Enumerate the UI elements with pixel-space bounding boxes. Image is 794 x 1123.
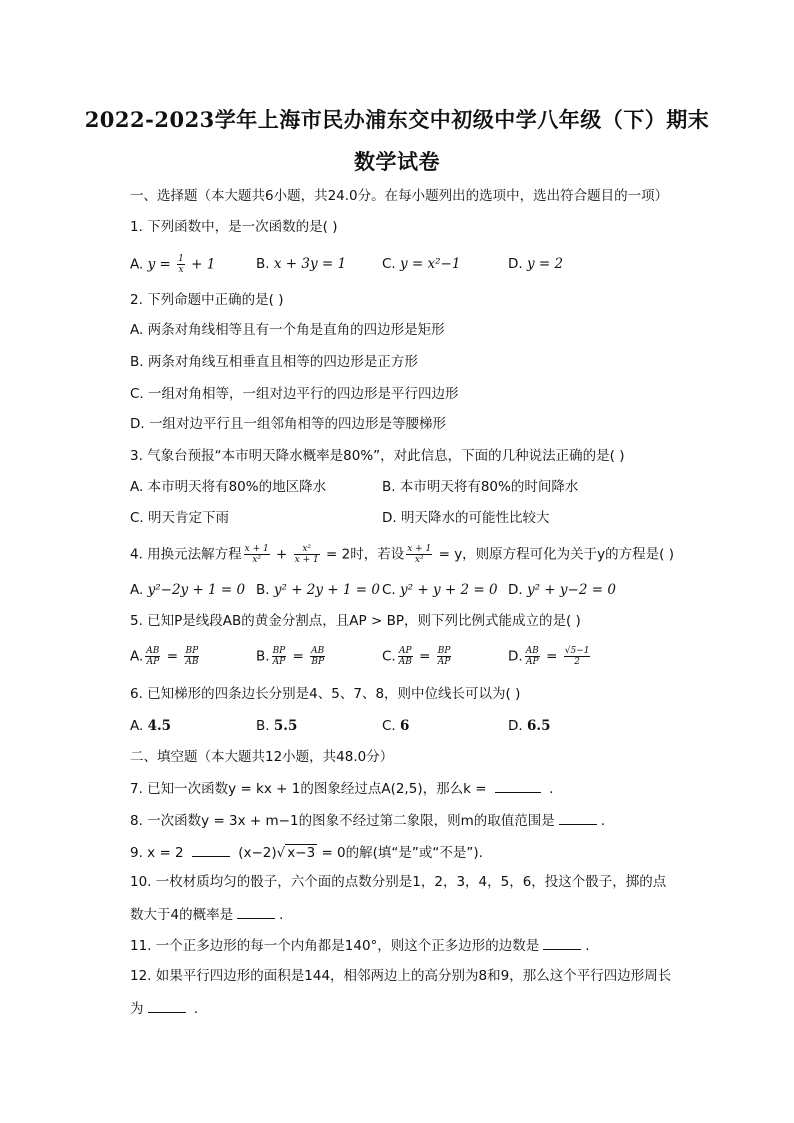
option-letter: D.	[508, 718, 523, 734]
option-letter: A.	[130, 256, 144, 273]
numerator: BP	[185, 646, 199, 656]
q4-fraction-1	[244, 544, 270, 565]
q10-end: .	[279, 907, 284, 923]
q5-option-a	[130, 646, 201, 667]
q3-option-d: D. 明天降水的可能性比较大	[382, 510, 550, 526]
q11-text: 11. 一个正多边形的每一个内角都是140°，则这个正多边形的边数是	[130, 938, 540, 954]
numerator: √5−1	[564, 646, 590, 656]
option-letter: C.	[382, 582, 396, 598]
fraction	[525, 646, 540, 667]
fraction	[437, 646, 452, 667]
question-12-line1: 12. 如果平行四边形的面积是144，相邻两边上的高分别为8和9，那么这个平行四边形周长	[130, 968, 672, 984]
q6-option-a	[130, 716, 171, 736]
denominator: AP	[525, 657, 539, 667]
q12-text: 为	[130, 1001, 144, 1017]
q1-option-a	[130, 254, 215, 275]
plus-sign: +	[271, 546, 292, 563]
numerator: 1	[178, 254, 184, 264]
q4-fraction-3	[406, 544, 432, 565]
q6-c-value: 6	[400, 718, 410, 734]
question-10-line2	[130, 904, 283, 925]
equals-sign: =	[414, 648, 435, 665]
q9-sqrt: x−3	[287, 845, 316, 861]
q6-option-b	[256, 716, 297, 736]
option-letter: B.	[256, 582, 270, 598]
question-5-stem: 5. 已知P是线段AB的黄金分割点，且AP > BP，则下列比例式能成立的是( )	[130, 613, 581, 629]
q5-option-d	[508, 646, 592, 667]
numerator: AP	[399, 646, 412, 656]
option-letter: D.	[508, 648, 523, 665]
q7-end: .	[544, 781, 554, 797]
question-6-stem: 6. 已知梯形的四条边长分别是4、5、7、8，则中位线长可以为( )	[130, 686, 521, 702]
q6-option-c	[382, 716, 409, 736]
q1-a-fraction	[177, 254, 185, 275]
q2-option-a: A. 两条对角线相等且有一个角是直角的四边形是矩形	[130, 322, 445, 338]
q4-option-d	[508, 580, 616, 600]
section-fill-header: 二、填空题（本大题共12小题，共48.0分）	[130, 749, 394, 765]
q4-fraction-2	[294, 544, 320, 565]
q2-option-c: C. 一组对角相等，一组对边平行的四边形是平行四边形	[130, 386, 459, 402]
question-8	[130, 810, 605, 831]
fraction	[184, 646, 199, 667]
answer-blank[interactable]	[148, 998, 186, 1013]
exam-title-line1: 2022-2023学年上海市民办浦东交中初级中学八年级（下）期末	[84, 107, 710, 132]
equals-sign: =	[162, 648, 183, 665]
numerator: x + 1	[244, 544, 269, 554]
q1-a-tail: + 1	[186, 256, 216, 273]
q4-d-expr: y² + y−2 = 0	[526, 582, 616, 598]
answer-blank[interactable]	[559, 810, 597, 825]
fraction	[145, 646, 160, 667]
q4-stem-part: = 2时，若设	[321, 546, 405, 563]
question-3-stem: 3. 气象台预报“本市明天降水概率是80%”，对此信息，下面的几种说法正确的是( )	[130, 448, 625, 464]
option-letter: D.	[508, 256, 523, 272]
fraction	[564, 646, 591, 667]
q5-option-c	[382, 646, 453, 667]
fraction	[272, 646, 287, 667]
q4-option-a	[130, 580, 245, 600]
option-letter: C.	[382, 718, 396, 734]
q6-b-value: 5.5	[273, 718, 298, 734]
fraction	[398, 646, 413, 667]
option-letter: A.	[130, 648, 144, 665]
q9-expr: (x−2)	[233, 845, 277, 861]
q8-text: 8. 一次函数y = 3x + m−1的图象不经过第二象限，则m的取值范围是	[130, 813, 555, 829]
denominator: AP	[272, 657, 286, 667]
q3-option-c: C. 明天肯定下雨	[130, 510, 230, 526]
q8-end: .	[600, 813, 606, 829]
q2-option-d: D. 一组对边平行且一组邻角相等的四边形是等腰梯形	[130, 416, 446, 432]
question-12-line2	[130, 998, 198, 1019]
option-letter: A.	[130, 582, 144, 598]
q1-option-c	[382, 254, 460, 274]
q6-option-d	[508, 716, 550, 736]
q4-option-b	[256, 580, 380, 600]
q4-stem-part: 4. 用换元法解方程	[130, 546, 242, 563]
option-letter: B.	[256, 256, 270, 272]
q1-option-d	[508, 254, 563, 274]
denominator: AB	[398, 657, 412, 667]
option-letter: C.	[382, 256, 396, 272]
denominator: 2	[574, 657, 580, 667]
question-1-stem: 1. 下列函数中，是一次函数的是( )	[130, 219, 338, 235]
denominator: x²	[252, 555, 262, 565]
q3-option-b: B. 本市明天将有80%的时间降水	[382, 479, 579, 495]
option-letter: D.	[508, 582, 523, 598]
q12-end: .	[189, 1001, 199, 1017]
numerator: AB	[311, 646, 325, 656]
section-choice-header: 一、选择题（本大题共6小题，共24.0分。在每小题列出的选项中，选出符合题目的一项）	[130, 188, 669, 204]
denominator: AP	[146, 657, 160, 667]
question-9: 9. x = 2 (x−2)√ x−3 = 0的解(填“是”或“不是”).	[130, 842, 483, 863]
question-7	[130, 778, 553, 799]
answer-blank[interactable]	[192, 842, 230, 857]
answer-blank[interactable]	[495, 778, 541, 793]
option-letter: B.	[256, 648, 270, 665]
q6-d-value: 6.5	[526, 718, 551, 734]
q6-a-value: 4.5	[147, 718, 172, 734]
denominator: AP	[437, 657, 451, 667]
numerator: BP	[272, 646, 286, 656]
q1-option-b	[256, 254, 346, 274]
q4-c-expr: y² + y + 2 = 0	[400, 582, 498, 598]
q1-c-expr: y = x²−1	[400, 256, 461, 272]
option-letter: B.	[256, 718, 270, 734]
answer-blank[interactable]	[237, 904, 275, 919]
fraction	[310, 646, 325, 667]
denominator: x + 1	[294, 555, 319, 565]
q4-b-expr: y² + 2y + 1 = 0	[273, 582, 380, 598]
denominator: x	[178, 265, 184, 275]
q9-end: = 0的解(填“是”或“不是”).	[317, 845, 483, 861]
q4-stem-part: = y，则原方程可化为关于y的方程是( )	[434, 546, 674, 563]
q3-option-a: A. 本市明天将有80%的地区降水	[130, 479, 327, 495]
q11-end: .	[585, 938, 590, 954]
denominator: BP	[311, 657, 325, 667]
equals-sign: =	[541, 648, 562, 665]
answer-blank[interactable]	[543, 935, 581, 950]
q4-option-c	[382, 580, 498, 600]
q10-text: 数大于4的概率是	[130, 907, 234, 923]
numerator: AB	[525, 646, 539, 656]
denominator: x²	[414, 555, 424, 565]
question-4-stem	[130, 544, 674, 565]
question-2-stem: 2. 下列命题中正确的是( )	[130, 292, 284, 308]
option-letter: A.	[130, 718, 144, 734]
q2-option-b: B. 两条对角线互相垂直且相等的四边形是正方形	[130, 354, 418, 370]
numerator: BP	[437, 646, 451, 656]
q4-a-expr: y²−2y + 1 = 0	[147, 582, 246, 598]
q1-d-expr: y = 2	[526, 256, 564, 272]
q7-text: 7. 已知一次函数y = kx + 1的图象经过点A(2,5)，那么k =	[130, 781, 491, 797]
numerator: AB	[146, 646, 160, 656]
q1-b-expr: x + 3y = 1	[273, 256, 347, 272]
denominator: AB	[185, 657, 199, 667]
numerator: x²	[294, 544, 320, 555]
q9-text: 9. x = 2	[130, 845, 188, 861]
q5-option-b	[256, 646, 327, 667]
question-10-line1: 10. 一枚材质均匀的骰子，六个面的点数分别是1，2，3，4，5，6，投这个骰子，掷的点	[130, 874, 667, 890]
equals-sign: =	[288, 648, 309, 665]
numerator: x + 1	[407, 544, 432, 554]
question-11	[130, 935, 590, 956]
option-letter: C.	[382, 648, 396, 665]
exam-title-line2: 数学试卷	[354, 149, 440, 174]
q1-a-expr: y =	[147, 256, 176, 273]
